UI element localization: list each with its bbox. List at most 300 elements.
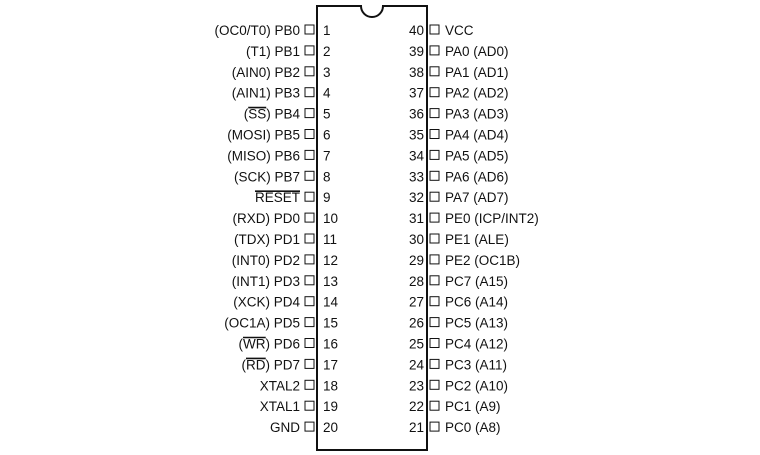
pin-label — [445, 399, 501, 414]
pin-box — [305, 213, 314, 222]
pin-label — [214, 23, 300, 38]
pin-name: PC2 — [445, 378, 472, 394]
pin-box — [305, 255, 314, 264]
pin-label — [260, 378, 300, 393]
left-pin-3 — [232, 65, 331, 80]
paren-open: ( — [243, 106, 249, 122]
pin-box — [430, 213, 439, 222]
paren-open: ( — [469, 169, 478, 185]
pin-label — [232, 253, 300, 268]
pin-number: 12 — [323, 252, 339, 268]
paren-close: ) — [265, 357, 274, 373]
pin-alt-function: INT0 — [236, 252, 266, 268]
paren-open: ( — [471, 315, 480, 331]
paren-close: ) — [515, 252, 521, 268]
pin-name: PA1 — [445, 64, 470, 80]
pin-name: PA3 — [445, 106, 470, 122]
pin-box — [430, 297, 439, 306]
paren-close: ) — [265, 315, 274, 331]
paren-open: ( — [227, 127, 232, 143]
paren-open: ( — [232, 211, 237, 227]
left-pin-11 — [234, 232, 337, 247]
pin-box — [430, 255, 439, 264]
pin-name: PB5 — [274, 127, 300, 143]
pin-number: 26 — [408, 315, 424, 331]
pin-alt-function: INT1 — [236, 273, 266, 289]
right-pin-34 — [409, 148, 509, 163]
pin-number: 23 — [408, 378, 424, 394]
pin-label — [445, 107, 509, 122]
pin-label — [445, 148, 509, 163]
pin-name: PB3 — [274, 85, 300, 101]
pin-label — [445, 357, 507, 372]
left-pin-20 — [270, 420, 338, 435]
pin-number: 36 — [408, 106, 424, 122]
pin-number: 39 — [408, 43, 424, 59]
pin-label — [445, 295, 508, 310]
paren-open: ( — [231, 85, 237, 101]
paren-close: ) — [265, 336, 274, 352]
pin-name: GND — [270, 420, 300, 436]
right-pin-23 — [409, 378, 508, 393]
paren-open: ( — [227, 148, 232, 164]
pin-name: PD7 — [273, 357, 300, 373]
paren-close: ) — [265, 232, 274, 247]
pin-label — [260, 399, 300, 414]
paren-open: ( — [470, 211, 479, 227]
pin-box — [305, 171, 314, 180]
pin-box — [305, 359, 314, 368]
pin-label — [232, 65, 300, 80]
pin-name: PA4 — [445, 127, 470, 143]
pin-name: PB1 — [274, 43, 300, 59]
paren-close: ) — [503, 273, 509, 289]
pin-label — [246, 44, 300, 59]
pin-label — [445, 190, 509, 205]
paren-close: ) — [504, 232, 509, 247]
paren-close: ) — [496, 399, 501, 415]
pin-label — [232, 86, 300, 101]
pin-name: RESET — [254, 190, 300, 206]
pin-alt-function: A9 — [479, 399, 497, 415]
pin-name: XTAL2 — [259, 378, 300, 394]
pin-name: PB4 — [274, 106, 300, 122]
pin-alt-function: A11 — [479, 357, 503, 373]
pin-alt-function: OC1B — [478, 252, 516, 268]
left-pin-14 — [233, 295, 338, 310]
pin-name: PD4 — [273, 294, 300, 310]
pin-alt-function: TDX — [238, 232, 266, 247]
paren-close: ) — [534, 211, 539, 227]
left-pin-9 — [255, 190, 331, 205]
pin-name: PA7 — [445, 190, 470, 206]
pin-number: 8 — [323, 169, 331, 185]
pin-number: 1 — [323, 23, 331, 38]
pin-name: PE1 — [445, 232, 471, 247]
paren-open: ( — [233, 294, 238, 310]
paren-close: ) — [504, 85, 509, 101]
paren-close: ) — [266, 43, 275, 59]
pin-label — [445, 420, 501, 435]
paren-close: ) — [266, 23, 275, 38]
pin-box — [305, 339, 314, 348]
pin-label — [445, 128, 509, 143]
pin-number: 3 — [323, 64, 331, 80]
pin-alt-function: WR — [242, 336, 266, 352]
pin-name: PC4 — [445, 336, 472, 352]
paren-close: ) — [503, 294, 509, 310]
pin-box — [305, 401, 314, 410]
pin-alt-function: AD2 — [477, 85, 505, 101]
pin-box — [430, 130, 439, 139]
pin-name: PA2 — [445, 85, 470, 101]
pin-label — [244, 107, 301, 122]
pin-name: PA6 — [445, 169, 470, 185]
pin-name: PD2 — [273, 252, 300, 268]
right-pin-column — [409, 23, 539, 435]
pin-box — [430, 234, 439, 243]
right-pin-29 — [409, 253, 520, 268]
pin-number: 34 — [408, 148, 424, 164]
pin-number: 17 — [323, 357, 339, 373]
paren-open: ( — [245, 43, 251, 59]
paren-open: ( — [471, 378, 480, 394]
pin-name: PB0 — [274, 23, 300, 38]
paren-close: ) — [504, 43, 509, 59]
paren-open: ( — [471, 420, 480, 436]
pin-name: PE0 — [445, 211, 471, 227]
right-pin-33 — [409, 169, 509, 184]
paren-close: ) — [504, 106, 509, 122]
pin-number: 11 — [323, 232, 338, 247]
pin-box — [430, 109, 439, 118]
pin-alt-function: AD7 — [477, 190, 505, 206]
paren-close: ) — [504, 169, 509, 185]
pin-alt-function: RXD — [236, 211, 266, 227]
pin-number: 25 — [408, 336, 424, 352]
paren-close: ) — [266, 106, 275, 122]
pin-number: 6 — [323, 127, 331, 143]
paren-open: ( — [471, 357, 480, 373]
pin-box — [305, 150, 314, 159]
pin-alt-function: T1 — [250, 43, 267, 59]
right-pin-30 — [409, 232, 509, 247]
paren-close: ) — [266, 85, 275, 101]
pin-number: 37 — [408, 85, 424, 101]
paren-open: ( — [231, 273, 237, 289]
paren-close: ) — [504, 64, 509, 80]
left-pin-16 — [238, 337, 338, 352]
pin-number: 40 — [408, 23, 424, 38]
right-pin-32 — [409, 190, 509, 205]
pin-alt-function: AD5 — [477, 148, 505, 164]
pin-name: PC6 — [445, 294, 472, 310]
paren-close: ) — [504, 148, 509, 164]
pin-label — [445, 378, 508, 393]
pin-number: 29 — [408, 252, 424, 268]
paren-open: ( — [231, 64, 237, 80]
pin-label — [445, 232, 509, 247]
right-pin-39 — [409, 44, 509, 59]
pin-alt-function: AD6 — [477, 169, 505, 185]
pin-alt-function: SS — [248, 106, 267, 122]
pin-alt-function: A14 — [479, 294, 504, 310]
paren-open: ( — [470, 232, 479, 247]
pin-alt-function: AD4 — [477, 127, 505, 143]
pin-label — [227, 128, 300, 143]
pin-box — [305, 88, 314, 97]
pin-box — [305, 297, 314, 306]
paren-open: ( — [238, 336, 243, 352]
pin-label — [270, 420, 300, 435]
pin-alt-function: A13 — [479, 315, 504, 331]
pin-box — [305, 192, 314, 201]
paren-open: ( — [233, 232, 239, 247]
pin-box — [430, 150, 439, 159]
pin-label — [255, 190, 300, 205]
pin-name: PB2 — [274, 64, 300, 80]
pin-alt-function: A10 — [479, 378, 504, 394]
pin-alt-function: A15 — [479, 273, 504, 289]
paren-open: ( — [470, 252, 479, 268]
right-pin-36 — [409, 107, 509, 122]
paren-close: ) — [266, 169, 275, 185]
paren-open: ( — [471, 399, 480, 415]
pin-box — [305, 318, 314, 327]
paren-open: ( — [471, 273, 480, 289]
pin-label — [445, 274, 508, 289]
pin-label — [234, 169, 300, 184]
pin-number: 22 — [408, 399, 424, 415]
pin-box — [430, 25, 439, 34]
paren-close: ) — [266, 127, 275, 143]
pin-box — [305, 130, 314, 139]
pin-name: PA0 — [445, 43, 470, 59]
right-pin-35 — [409, 128, 509, 143]
paren-close: ) — [265, 252, 274, 268]
pin-alt-function: MISO — [231, 148, 267, 164]
pin-alt-function: A12 — [479, 336, 504, 352]
pin-number: 15 — [323, 315, 339, 331]
paren-close: ) — [503, 336, 509, 352]
right-pin-38 — [409, 65, 509, 80]
pin-number: 21 — [408, 420, 424, 436]
pin-number: 27 — [408, 294, 424, 310]
paren-close: ) — [265, 211, 274, 227]
pin-name: PD6 — [273, 336, 300, 352]
pin-alt-function: SCK — [238, 169, 267, 185]
left-pin-13 — [232, 274, 338, 289]
left-pin-6 — [227, 128, 330, 143]
pin-box — [430, 422, 439, 431]
pin-label — [445, 253, 520, 268]
right-pin-25 — [409, 337, 508, 352]
pin-alt-function: OC0/T0 — [218, 23, 267, 38]
paren-close: ) — [503, 315, 509, 331]
right-pin-37 — [409, 86, 509, 101]
paren-open: ( — [231, 252, 237, 268]
pin-number: 31 — [408, 211, 424, 227]
paren-close: ) — [265, 273, 274, 289]
pin-name: PC0 — [445, 420, 472, 436]
paren-close: ) — [502, 357, 508, 373]
right-pin-24 — [409, 357, 507, 372]
pin-number: 16 — [323, 336, 339, 352]
pin-box — [430, 380, 439, 389]
left-pin-18 — [260, 378, 338, 393]
pin-alt-function: MOSI — [231, 127, 267, 143]
pin-alt-function: AD3 — [477, 106, 505, 122]
pin-name: XTAL1 — [259, 399, 300, 415]
paren-open: ( — [469, 148, 478, 164]
right-pin-21 — [409, 420, 501, 435]
pin-label — [445, 169, 509, 184]
pin-alt-function: A8 — [479, 420, 497, 436]
pin-box — [305, 380, 314, 389]
pin-name: PC5 — [445, 315, 472, 331]
pin-alt-function: AIN1 — [236, 85, 267, 101]
pin-number: 30 — [408, 232, 424, 247]
pin-alt-function: ALE — [478, 232, 505, 247]
left-pin-17 — [241, 357, 338, 372]
pin-label — [445, 337, 508, 352]
pin-number: 13 — [323, 273, 339, 289]
pin-name: PD1 — [273, 232, 300, 247]
paren-open: ( — [214, 23, 219, 38]
pin-alt-function: AD0 — [477, 43, 505, 59]
pin-box — [430, 339, 439, 348]
paren-open: ( — [471, 336, 480, 352]
paren-close: ) — [266, 64, 275, 80]
right-pin-40 — [409, 23, 474, 38]
pin-label — [445, 23, 474, 38]
pin-number: 28 — [408, 273, 424, 289]
pin-label — [445, 44, 509, 59]
pin-label — [233, 295, 300, 310]
pin-label — [227, 148, 300, 163]
left-pin-10 — [232, 211, 338, 226]
pin-box — [430, 276, 439, 285]
pin-label — [445, 211, 539, 226]
pin-number: 19 — [323, 399, 339, 415]
pin-label — [232, 211, 300, 226]
paren-close: ) — [503, 378, 509, 394]
left-pin-1 — [214, 23, 330, 38]
pin-number: 4 — [323, 85, 331, 101]
pin-number: 5 — [323, 106, 331, 122]
pin-name: PC1 — [445, 399, 472, 415]
pin-label — [224, 316, 300, 331]
pin-alt-function: AD1 — [477, 64, 505, 80]
paren-close: ) — [496, 420, 501, 436]
right-pin-26 — [409, 316, 508, 331]
pin-name: PD3 — [273, 273, 300, 289]
paren-open: ( — [469, 127, 478, 143]
pin-box — [305, 109, 314, 118]
left-pin-7 — [227, 148, 330, 163]
right-pin-22 — [409, 399, 501, 414]
paren-close: ) — [504, 127, 509, 143]
pin-box — [430, 67, 439, 76]
pin-label — [445, 316, 508, 331]
paren-open: ( — [241, 357, 246, 373]
pin-name: PB7 — [274, 169, 300, 185]
pin-number: 24 — [408, 357, 424, 373]
pin-number: 35 — [408, 127, 424, 143]
pin-name: VCC — [445, 23, 474, 38]
pin-number: 33 — [408, 169, 424, 185]
pin-label — [241, 357, 300, 372]
pin-label — [238, 337, 300, 352]
pin-box — [430, 401, 439, 410]
pin-number: 10 — [323, 211, 339, 227]
paren-open: ( — [469, 106, 478, 122]
pin-alt-function: RD — [245, 357, 266, 373]
pin-box — [305, 276, 314, 285]
pin-box — [430, 88, 439, 97]
pin-number: 2 — [323, 43, 331, 59]
pin-name: PC3 — [445, 357, 472, 373]
left-pin-19 — [260, 399, 338, 414]
pin-label — [445, 86, 509, 101]
paren-open: ( — [471, 294, 480, 310]
right-pin-28 — [409, 274, 508, 289]
pin-number: 14 — [323, 294, 339, 310]
paren-open: ( — [469, 85, 478, 101]
pin-number: 7 — [323, 148, 331, 164]
pin-box — [430, 192, 439, 201]
pin-name: PE2 — [445, 252, 471, 268]
pin-name: PB6 — [274, 148, 300, 164]
left-pin-15 — [224, 316, 338, 331]
pin-box — [430, 359, 439, 368]
pin-name: PC7 — [445, 273, 472, 289]
paren-open: ( — [233, 169, 239, 185]
pin-box — [430, 171, 439, 180]
pin-box — [430, 318, 439, 327]
pin-alt-function: OC1A — [228, 315, 266, 331]
pin-name: PD5 — [273, 315, 300, 331]
pin-name: PA5 — [445, 148, 470, 164]
pin-alt-function: XCK — [237, 294, 266, 310]
paren-close: ) — [504, 190, 509, 206]
pin-label — [445, 65, 509, 80]
paren-open: ( — [469, 190, 478, 206]
left-pin-12 — [232, 253, 338, 268]
pin-number: 32 — [408, 190, 424, 206]
pin-label — [232, 274, 300, 289]
pin-number: 38 — [408, 64, 424, 80]
pin-alt-function: ICP/INT2 — [478, 211, 535, 227]
paren-open: ( — [469, 43, 478, 59]
pin-box — [305, 46, 314, 55]
right-pin-31 — [409, 211, 539, 226]
pin-number: 18 — [323, 378, 339, 394]
paren-open: ( — [224, 315, 229, 331]
pin-number: 9 — [323, 190, 331, 206]
pin-number: 20 — [323, 420, 339, 436]
pin-box — [305, 422, 314, 431]
paren-open: ( — [469, 64, 478, 80]
pin-box — [305, 25, 314, 34]
pin-alt-function: AIN0 — [236, 64, 267, 80]
pin-name: PD0 — [273, 211, 300, 227]
left-pin-column — [214, 23, 338, 435]
paren-close: ) — [266, 148, 275, 164]
paren-close: ) — [265, 294, 274, 310]
right-pin-27 — [409, 295, 508, 310]
pin-box — [305, 234, 314, 243]
